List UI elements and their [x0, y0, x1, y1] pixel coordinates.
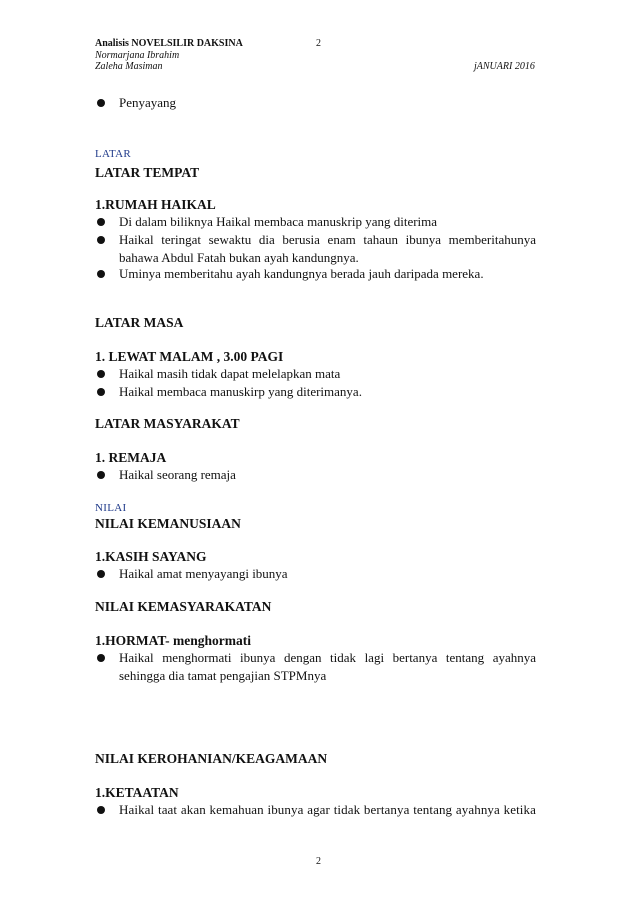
list-item — [97, 265, 537, 283]
list-item — [97, 94, 537, 112]
list-item — [97, 466, 537, 484]
bullet-icon — [97, 806, 105, 814]
subheading-lewat-malam: 1. LEWAT MALAM , 3.00 PAGI — [95, 349, 284, 364]
bullet-icon — [97, 471, 105, 479]
list-item-text: Haikal taat akan kemahuan ibunya agar tidak bertanya tentang ayahnya ketika — [119, 802, 536, 817]
heading-latar-tempat: LATAR TEMPAT — [95, 165, 200, 180]
heading-nilai-kerohanian: NILAI KEROHANIAN/KEAGAMAAN — [95, 751, 328, 766]
bullet-icon — [97, 654, 105, 662]
list-item-text: Haikal menghormati ibunya dengan tidak lagi bertanya tentang ayahnya sehingga dia tamat pengajian STPMnya — [119, 650, 536, 683]
list-item-text: Penyayang — [119, 95, 177, 110]
header-title: Analisis NOVELSILIR DAKSINA — [95, 38, 243, 49]
list-item — [97, 801, 537, 819]
list-item-text: Haikal amat menyayangi ibunya — [119, 566, 288, 581]
bullet-icon — [97, 236, 105, 244]
list-item — [97, 383, 537, 401]
subheading-remaja: 1. REMAJA — [95, 450, 167, 465]
list-item-text: Haikal seorang remaja — [119, 467, 236, 482]
bullet-icon — [97, 218, 105, 226]
subheading-kasih-sayang: 1.KASIH SAYANG — [95, 549, 207, 564]
footer-page-number: 2 — [316, 856, 321, 867]
subheading-ketaatan: 1.KETAATAN — [95, 785, 179, 800]
list-item-text: Di dalam biliknya Haikal membaca manuskrip yang diterima — [119, 214, 438, 229]
section-label-latar: LATAR — [95, 148, 132, 160]
list-item — [97, 365, 537, 383]
bullet-icon — [97, 99, 105, 107]
header-date: jANUARI 2016 — [474, 61, 535, 72]
heading-latar-masyarakat: LATAR MASYARAKAT — [95, 416, 240, 431]
bullet-icon — [97, 370, 105, 378]
heading-latar-masa: LATAR MASA — [95, 315, 184, 330]
list-item-text: Haikal masih tidak dapat melelapkan mata — [119, 366, 341, 381]
list-item-text: Haikal membaca manuskirp yang diterimanya. — [119, 384, 362, 399]
list-item — [97, 213, 537, 231]
header-page-number: 2 — [316, 38, 321, 49]
section-label-nilai: NILAI — [95, 502, 127, 514]
bullet-icon — [97, 570, 105, 578]
bullet-icon — [97, 270, 105, 278]
subheading-rumah-haikal: 1.RUMAH HAIKAL — [95, 197, 216, 212]
bullet-icon — [97, 388, 105, 396]
list-item — [97, 231, 537, 267]
header-author-1: Normarjana Ibrahim — [95, 50, 180, 61]
subheading-hormat: 1.HORMAT- menghormati — [95, 633, 251, 648]
list-item — [97, 649, 537, 685]
heading-nilai-kemanusiaan: NILAI KEMANUSIAAN — [95, 516, 241, 531]
list-item — [97, 565, 537, 583]
list-item-text: Haikal teringat sewaktu dia berusia enam tahaun ibunya memberitahunya bahawa Abdul Fatah bukan ayah kandungnya. — [119, 232, 536, 265]
list-item-text: Uminya memberitahu ayah kandungnya berada jauh daripada mereka. — [119, 266, 484, 281]
heading-nilai-kemasyarakatan: NILAI KEMASYARAKATAN — [95, 599, 272, 614]
header-author-2: Zaleha Masiman — [95, 61, 163, 72]
